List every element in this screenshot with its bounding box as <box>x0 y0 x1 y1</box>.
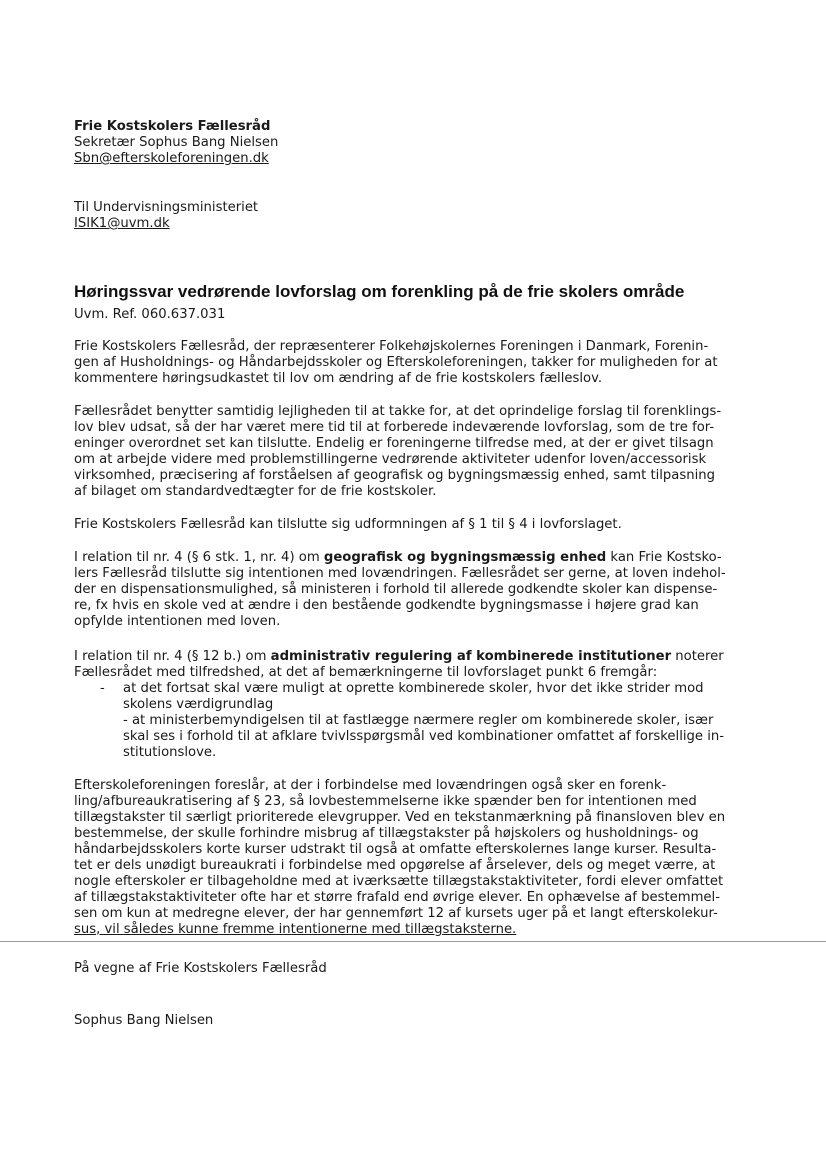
para6-line: sus, vil således kunne fremme intentionerne med tillægstaksterne. <box>74 922 517 937</box>
para2-line: virksomhed, præcisering af forståelsen af geografisk og bygningsmæssig enhed, samt tilpasning <box>74 468 716 483</box>
para4-line: opfylde intentionen med loven. <box>74 614 281 629</box>
bullet-line: at det fortsat skal være muligt at oprette kombinerede skoler, hvor det ikke strider mod <box>123 681 704 696</box>
para4-line: re, fx hvis en skole ved at ændre i den bestående godkendte bygningsmasse i højere grad kan <box>74 598 699 613</box>
para4-text: kan Frie Kostsko- <box>606 550 722 565</box>
para6-line: sen om kun at medregne elever, der har gennemført 12 af kursets uger på et langt efterskolekur- <box>74 906 718 921</box>
bullet-line: skolens værdigrundlag <box>123 697 274 712</box>
para5-line <box>74 649 724 665</box>
para5-line: Fællesrådet med tilfredshed, at det af bemærkningerne til lovforslaget punkt 6 fremgår: <box>74 665 658 680</box>
para1-line: kommentere høringsudkastet til lov om ændring af de frie kostskolers fælleslov. <box>74 371 603 386</box>
closing-text: På vegne af Frie Kostskolers Fællesråd <box>74 961 327 976</box>
bullet-line: stitutionslove. <box>123 745 217 760</box>
para2-line: eninger overordnet set kan tilslutte. Endelig er foreningerne tilfredse med, at der er givet tilsagn <box>74 436 714 451</box>
para6-line: Efterskoleforeningen foreslår, at der i forbindelse med lovændringen også sker en forenk- <box>74 778 667 793</box>
para4-line: der en dispensationsmulighed, så ministeren i forhold til allerede godkendte skoler kan dispense- <box>74 582 718 597</box>
para6-line: tillægstakster til særligt prioriterede elevgrupper. Ved en tekstanmærkning på finansloven blev en <box>74 810 726 825</box>
para5-text: I relation til nr. 4 (§ 12 b.) om <box>74 649 271 664</box>
para1-line: Frie Kostskolers Fællesråd, der repræsenterer Folkehøjskolernes Foreningen i Danmark, Forenin- <box>74 339 709 354</box>
para4-emphasis: geografisk og bygningsmæssig enhed <box>323 550 607 565</box>
para4-line: lers Fællesråd tilslutte sig intentionen med lovændringen. Fællesrådet ser gerne, at loven indehol- <box>74 566 726 581</box>
para5-text: noterer <box>671 649 724 664</box>
sender-org: Frie Kostskolers Fællesråd <box>74 119 271 134</box>
para2-line: lov blev udsat, så der har været mere tid til at forberede indeværende lovforslag, som de tre for- <box>74 420 715 435</box>
para2-line: af bilaget om standardvedtægter for de frie kostskoler. <box>74 484 437 499</box>
para6-line: tet er dels unødigt bureaukrati i forbindelse med opgørelse af årselever, dels og meget værre, at <box>74 858 716 873</box>
bullet-line: - at ministerbemyndigelsen til at fastlægge nærmere regler om kombinerede skoler, især <box>123 713 714 728</box>
para4-line <box>74 550 722 566</box>
document-title: Høringssvar vedrørende lovforslag om forenkling på de frie skolers område <box>74 282 685 301</box>
bullet-line: skal ses i forhold til at afklare tvivlsspørgsmål ved kombinationer omfattet af forskellige in- <box>123 729 724 744</box>
bullet-marker: - <box>100 681 105 696</box>
para4-text: I relation til nr. 4 (§ 6 stk. 1, nr. 4) om <box>74 550 324 565</box>
sender-role: Sekretær Sophus Bang Nielsen <box>74 135 279 150</box>
recipient-to: Til Undervisningsministeriet <box>74 200 259 215</box>
para6-line: ling/afbureaukratisering af § 23, så lovbestemmelserne ikke spænder ben for intentionen med <box>74 794 697 809</box>
para5-emphasis: administrativ regulering af kombinerede institutioner <box>270 649 672 664</box>
para6-line: af tillægstakstaktiviteter ofte har et større frafald end øvrige elever. En ophævelse af bestemmel- <box>74 890 720 905</box>
signature-name: Sophus Bang Nielsen <box>74 1013 214 1028</box>
para2-line: Fællesrådet benytter samtidig lejligheden til at takke for, at det oprindelige forslag til forenklings- <box>74 404 722 419</box>
para2-line: om at arbejde videre med problemstillingerne vedrørende aktiviteter udenfor loven/accessorisk <box>74 452 707 467</box>
para6-line: håndarbejdsskolers korte kurser udstrakt til også at omfatte efterskolernes lange kurser. Resulta- <box>74 842 717 857</box>
para6-line: bestemmelse, der skulle forhindre misbrug af tillægstakster på højskolers og husholdnings- og <box>74 826 699 841</box>
divider-line <box>0 941 826 942</box>
para6-line: nogle efterskoler er tilbageholdne med at iværksætte tillægstakstaktiviteter, fordi elever omfattet <box>74 874 724 889</box>
recipient-email-link[interactable]: ISIK1@uvm.dk <box>74 216 170 231</box>
reference-number: Uvm. Ref. 060.637.031 <box>74 307 226 322</box>
sender-email-link[interactable]: Sbn@efterskoleforeningen.dk <box>74 151 269 166</box>
para3-line: Frie Kostskolers Fællesråd kan tilslutte sig udformningen af § 1 til § 4 i lovforslaget. <box>74 517 622 532</box>
para1-line: gen af Husholdnings- og Håndarbejdsskoler og Efterskoleforeningen, takker for muligheden for at <box>74 355 718 370</box>
